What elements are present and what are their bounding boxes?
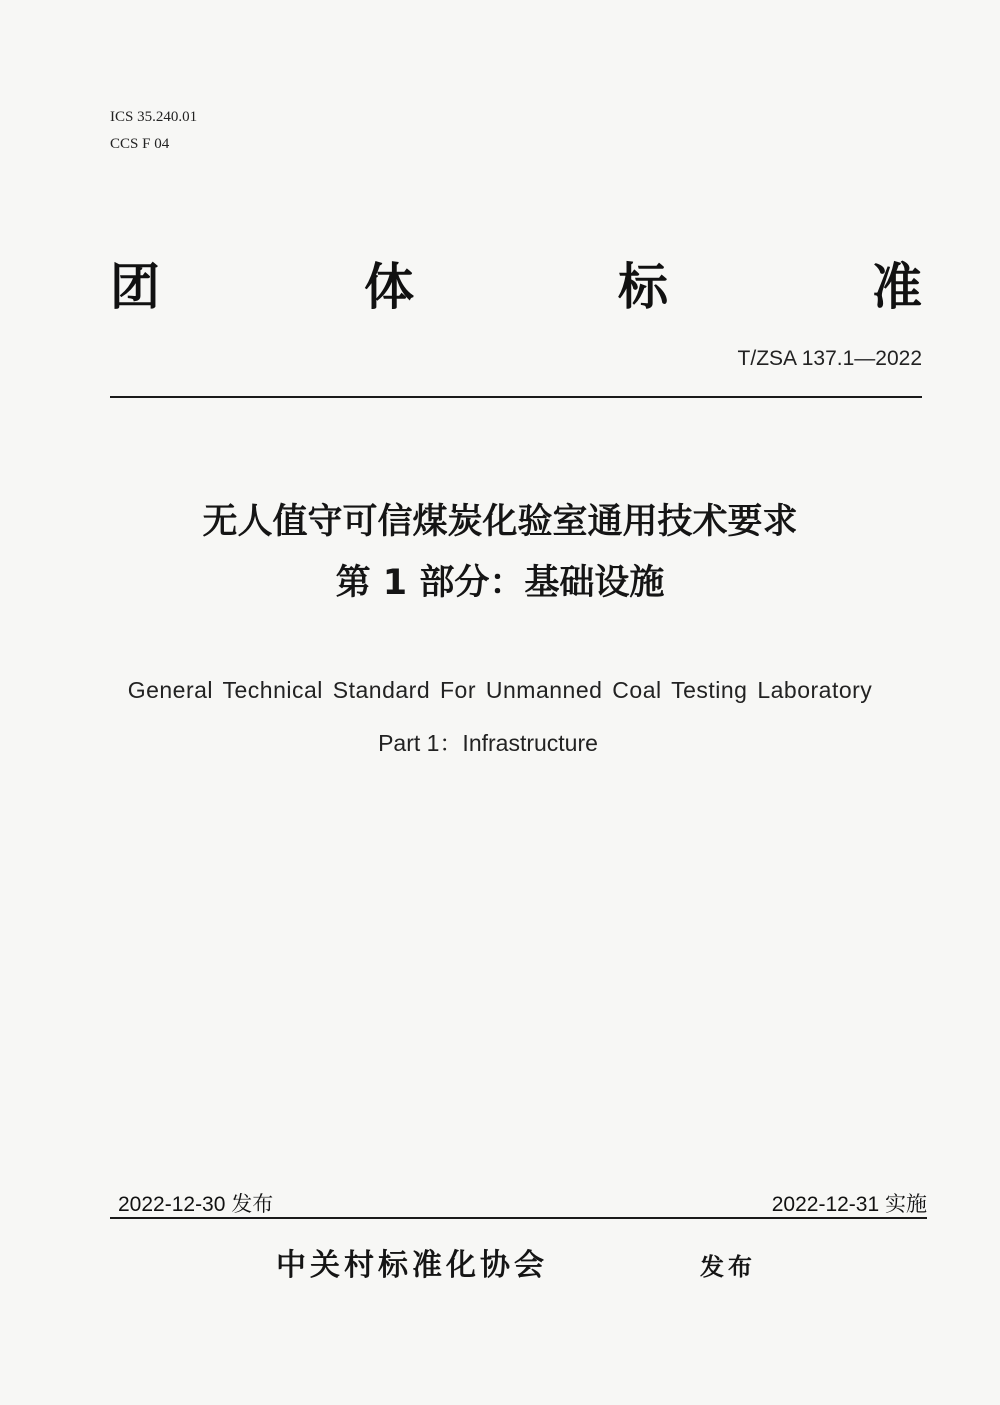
chinese-title-line-2: 第 1 部分：基础设施 bbox=[335, 563, 665, 603]
english-title-line-1: General Technical Standard For Unmanned Coal Testing Laboratory bbox=[127, 677, 873, 703]
ccs-code: CCS F 04 bbox=[110, 136, 170, 152]
document-type-heading bbox=[110, 252, 922, 322]
issue-date: 2022-12-30 发布 bbox=[118, 1193, 274, 1216]
top-divider bbox=[110, 396, 922, 398]
chinese-title-line-1: 无人值守可信煤炭化验室通用技术要求 bbox=[202, 502, 798, 542]
standard-number: T/ZSA 137.1—2022 bbox=[737, 347, 922, 370]
document-type-char: 准 bbox=[872, 258, 922, 316]
ics-code: ICS 35.240.01 bbox=[110, 109, 198, 125]
document-type-char: 标 bbox=[618, 258, 668, 316]
document-type-char: 体 bbox=[364, 258, 414, 316]
english-title-line-2: Part 1：Infrastructure bbox=[378, 730, 598, 756]
bottom-divider bbox=[110, 1217, 927, 1219]
issuer-action: 发布 bbox=[700, 1253, 756, 1281]
document-type-char: 团 bbox=[110, 258, 160, 316]
implementation-date: 2022-12-31 实施 bbox=[771, 1193, 927, 1216]
classification-codes bbox=[110, 104, 197, 158]
issuer-name: 中关村标准化协会 bbox=[276, 1248, 548, 1283]
